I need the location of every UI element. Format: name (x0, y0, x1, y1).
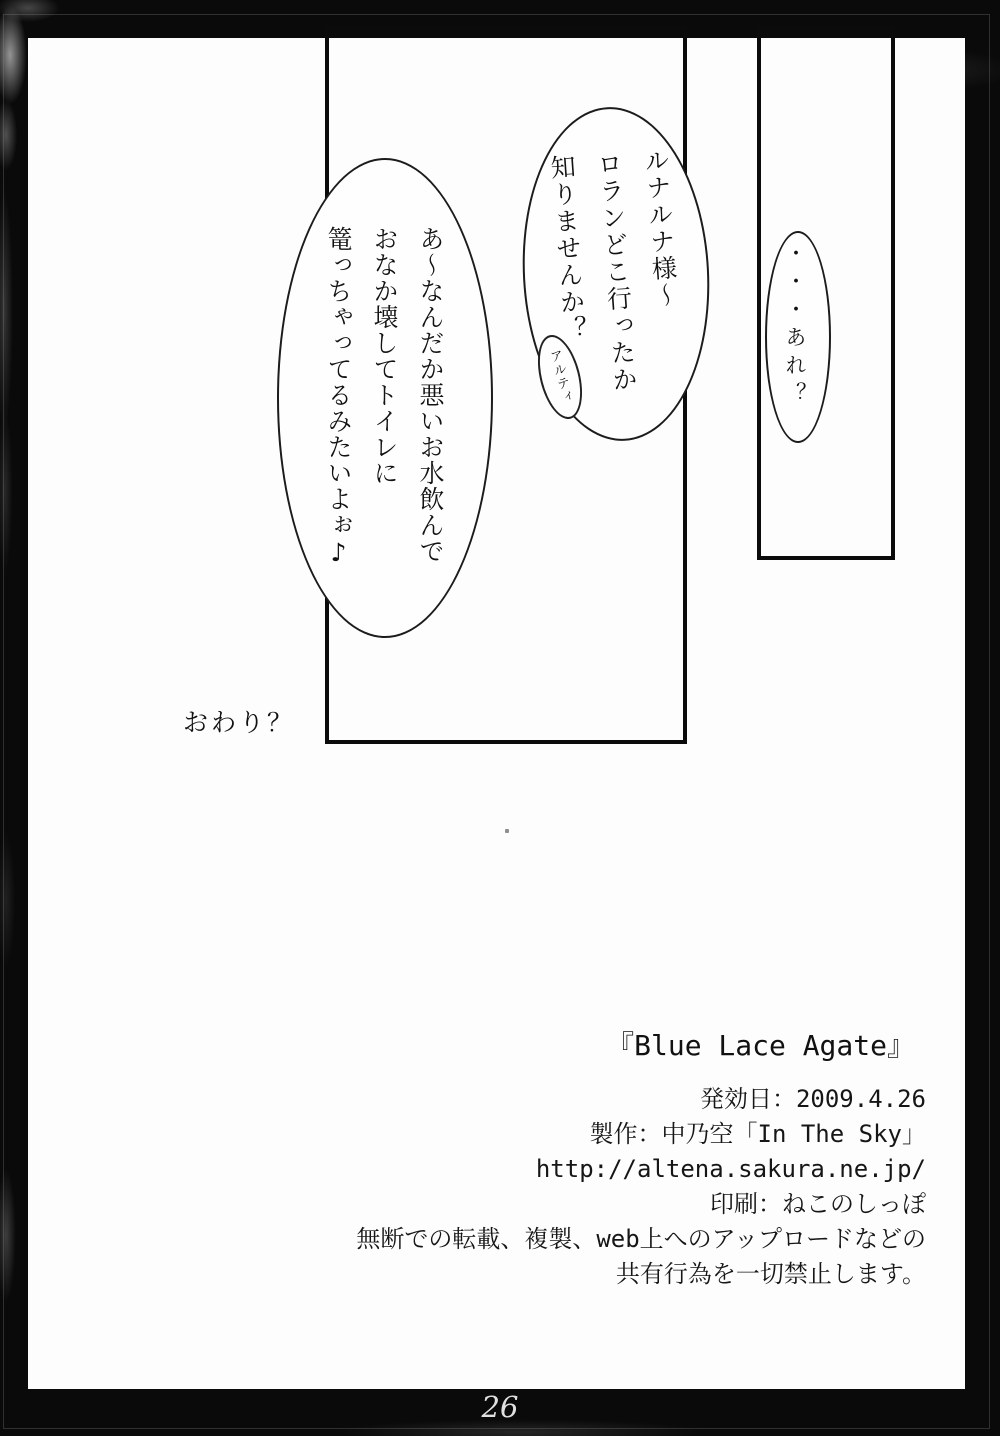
colophon-line-url: http://altena.sakura.ne.jp/ (535, 1155, 926, 1183)
scan-artifact-dot (505, 829, 509, 833)
speech-bubble-sick-text: あ〜なんだか悪いお水飲んで おなか壊してトイレに 篭っちゃってるみたいよぉ♪ (324, 226, 445, 568)
colophon-line-issue-date: 発効日：2009.4.26 (699, 1085, 926, 1113)
page-number: 26 (481, 1390, 519, 1424)
colophon-title: 『Blue Lace Agate』 (606, 1029, 915, 1062)
colophon-line-producer: 製作：中乃空「In The Sky」 (589, 1120, 926, 1148)
colophon-line-printer: 印刷：ねこのしっぽ (710, 1190, 926, 1218)
speech-bubble-huh-text: ・・・あれ？ (783, 242, 807, 410)
colophon-line-notice-2: 共有行為を一切禁止します。 (615, 1260, 926, 1288)
end-label: おわり？ (183, 708, 296, 737)
speaker-name-text: アルティ (545, 348, 575, 406)
colophon-line-notice-1: 無断での転載、複製、web上へのアップロードなどの (356, 1225, 926, 1253)
colophon (356, 1082, 926, 1292)
speech-bubble-question-text: ルナルナ様〜 ロランどこ行ったか 知りませんか？ (546, 146, 681, 395)
